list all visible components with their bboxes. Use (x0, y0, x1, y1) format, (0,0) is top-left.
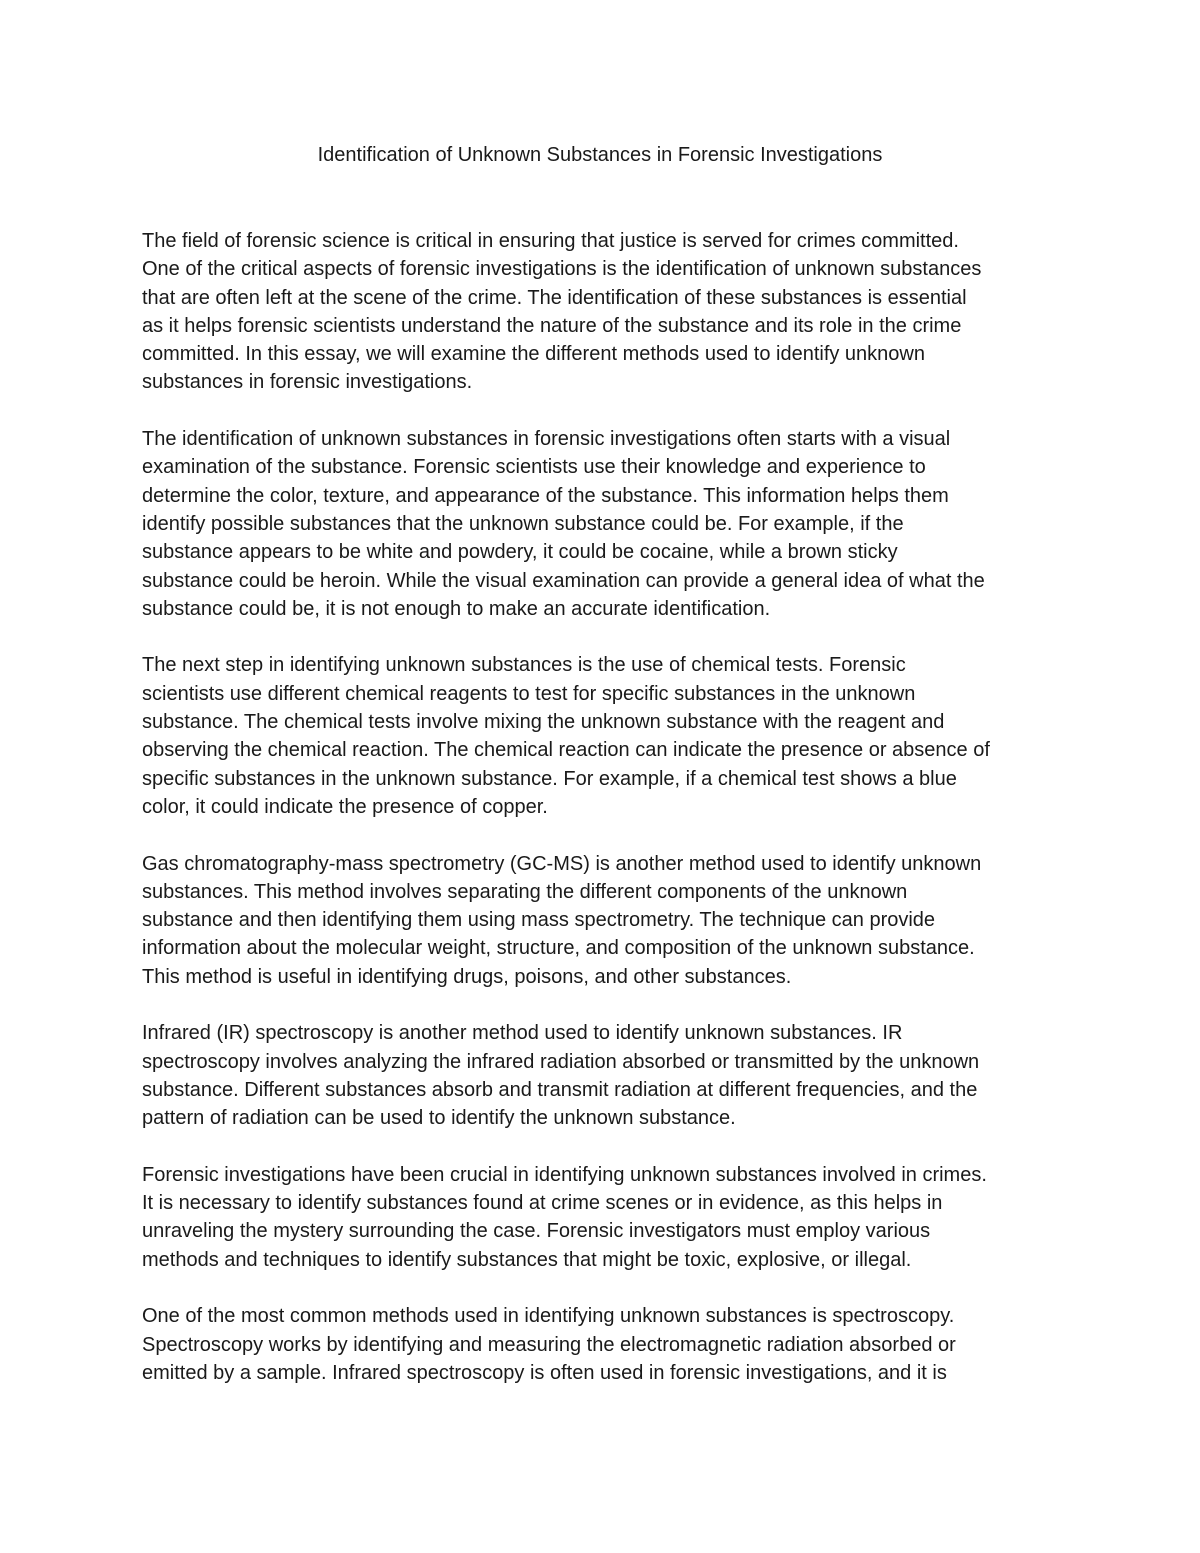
text-line: One of the critical aspects of forensic investigations is the identification of unknown substances (142, 258, 982, 281)
document-body (142, 227, 1072, 1415)
paragraph-5 (142, 1019, 1072, 1132)
text-line: substance could be heroin. While the visual examination can provide a general idea of what the (142, 569, 985, 592)
paragraph-7 (142, 1302, 1072, 1387)
text-line: substance. Different substances absorb and transmit radiation at different frequencies, and the (142, 1078, 978, 1101)
text-line: The field of forensic science is critical in ensuring that justice is served for crimes committed. (142, 230, 959, 252)
paragraph-1 (142, 227, 1072, 397)
paragraph-6 (142, 1161, 1072, 1274)
text-line: substances. This method involves separating the different components of the unknown (142, 880, 908, 903)
text-line: examination of the substance. Forensic scientists use their knowledge and experience to (142, 456, 926, 479)
text-line: Forensic investigations have been crucial in identifying unknown substances involved in crimes. (142, 1163, 987, 1186)
document-title: Identification of Unknown Substances in Forensic Investigations (317, 144, 883, 166)
text-line: The identification of unknown substances in forensic investigations often starts with a visual (142, 428, 951, 451)
paragraph-4 (142, 850, 1072, 991)
paragraph-3 (142, 651, 1072, 821)
text-line: observing the chemical reaction. The chemical reaction can indicate the presence or absence of (142, 739, 990, 762)
text-line: information about the molecular weight, structure, and composition of the unknown substance. (142, 937, 975, 960)
text-line: substances in forensic investigations. (142, 371, 473, 394)
text-line: The next step in identifying unknown substances is the use of chemical tests. Forensic (142, 654, 906, 677)
text-line: One of the most common methods used in identifying unknown substances is spectroscopy. (142, 1305, 955, 1328)
text-line: Spectroscopy works by identifying and measuring the electromagnetic radiation absorbed or (142, 1333, 956, 1356)
text-line: methods and techniques to identify substances that might be toxic, explosive, or illegal. (142, 1248, 912, 1271)
text-line: substance. The chemical tests involve mixing the unknown substance with the reagent and (142, 711, 945, 734)
text-line: substance could be, it is not enough to make an accurate identification. (142, 597, 771, 620)
text-line: specific substances in the unknown substance. For example, if a chemical test shows a blue (142, 767, 957, 790)
text-line: spectroscopy involves analyzing the infrared radiation absorbed or transmitted by the unknown (142, 1050, 980, 1073)
text-line: substance appears to be white and powdery, it could be cocaine, while a brown sticky (142, 541, 898, 564)
text-line: This method is useful in identifying drugs, poisons, and other substances. (142, 965, 792, 988)
text-line: committed. In this essay, we will examine the different methods used to identify unknown (142, 343, 925, 366)
text-line: unraveling the mystery surrounding the case. Forensic investigators must employ various (142, 1220, 931, 1243)
text-line: Gas chromatography-mass spectrometry (GC-MS) is another method used to identify unknown (142, 852, 982, 875)
text-line: It is necessary to identify substances found at crime scenes or in evidence, as this helps in (142, 1192, 943, 1215)
text-line: that are often left at the scene of the crime. The identification of these substances is essential (142, 286, 967, 309)
paragraph-2 (142, 425, 1072, 623)
text-line: identify possible substances that the unknown substance could be. For example, if the (142, 512, 904, 535)
text-line: emitted by a sample. Infrared spectroscopy is often used in forensic investigations, and it is (142, 1361, 947, 1384)
text-line: substance and then identifying them using mass spectrometry. The technique can provide (142, 909, 936, 932)
text-line: scientists use different chemical reagents to test for specific substances in the unknown (142, 682, 916, 705)
text-line: Infrared (IR) spectroscopy is another method used to identify unknown substances. IR (142, 1022, 903, 1045)
text-line: color, it could indicate the presence of copper. (142, 795, 548, 818)
text-line: pattern of radiation can be used to identify the unknown substance. (142, 1107, 736, 1130)
text-line: as it helps forensic scientists understand the nature of the substance and its role in the crime (142, 314, 962, 337)
text-line: determine the color, texture, and appearance of the substance. This information helps them (142, 484, 949, 507)
